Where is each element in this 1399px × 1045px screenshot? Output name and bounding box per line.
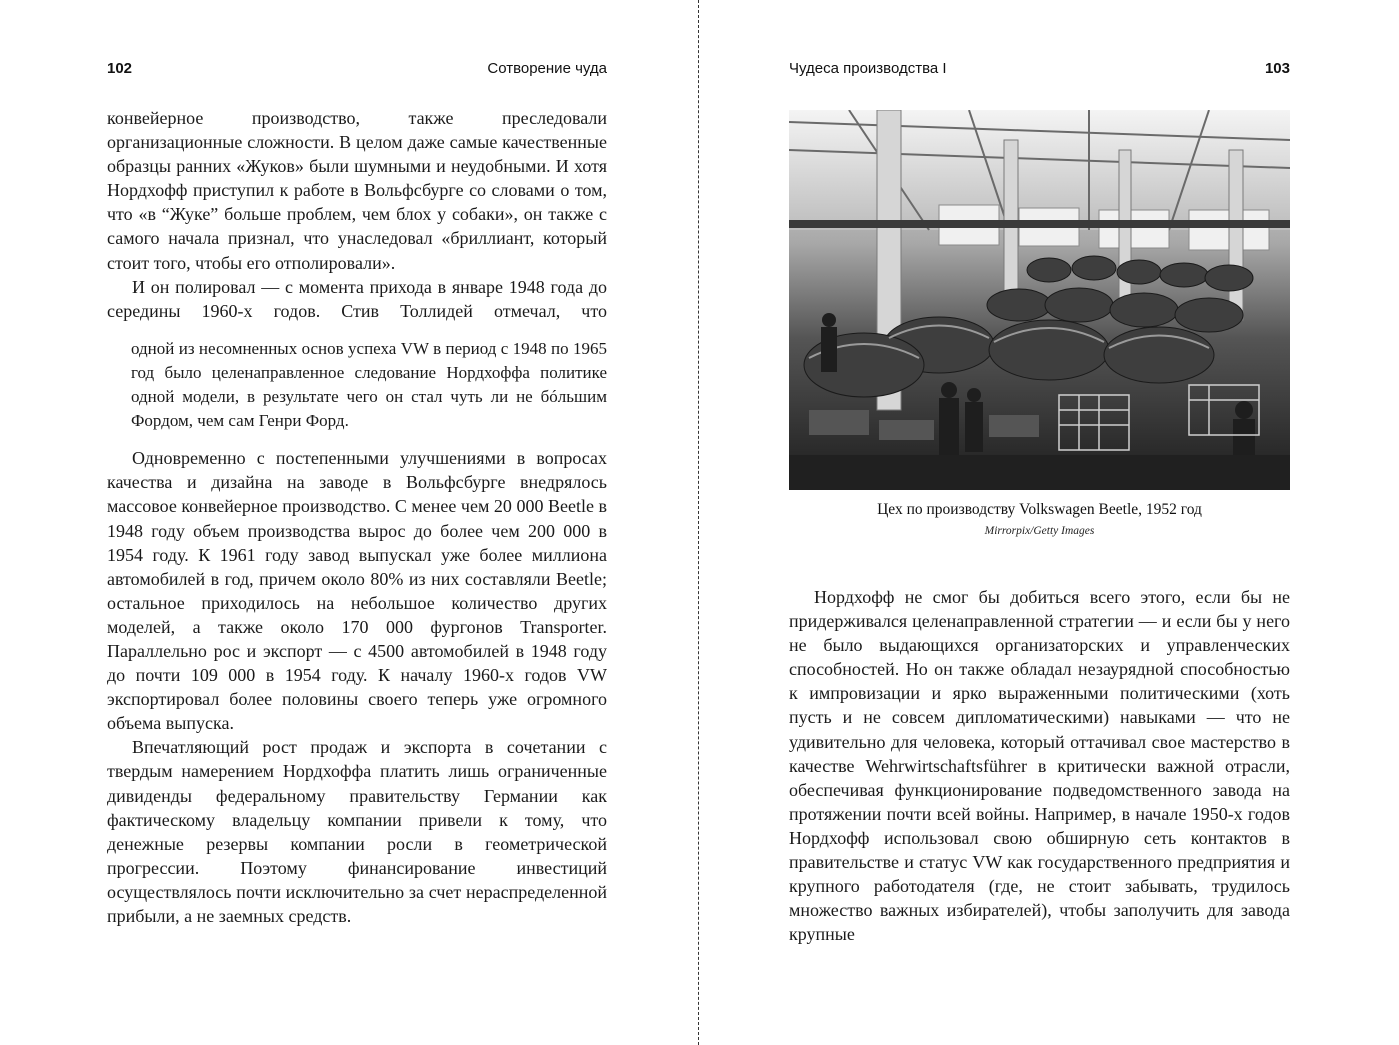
right-body-text: [789, 585, 1290, 946]
block-quote: одной из несомненных основ успеха VW в период с 1948 по 1965 год было целенаправленное следование Нордхоффа политике одной модели, в результате чего он стал чуть ли не бóльшим Фордом, чем сам Генри Форд.: [131, 338, 607, 431]
left-page: [107, 0, 607, 1045]
left-page-number: 102: [107, 60, 133, 77]
figure-credit: Mirrorpix/Getty Images: [984, 525, 1095, 537]
left-body-text: [107, 106, 607, 928]
right-running-head: [789, 60, 1290, 82]
left-running-head: [107, 60, 607, 82]
paragraph: Нордхофф не смог бы добиться всего этого, если бы не придерживался целенаправленной стратегии — и если бы у него не было выдающихся организаторских и управленческих способностей. Но он также обладал незаурядной способностью к импровизации и ярко выраженными политическими (хоть пусть и не совсем дипломатическими) навыками — что не удивительно для человека, который оттачивал свое мастерство в качестве Wehrwirtschaftsführer в критически важной отрасли, обеспечивая функционирование подведомственного завода на протяжении почти всей войны. Например, в начале 1950-х годов Нордхофф использовал свою обширную сеть контактов в правительстве и статус VW как государственного предприятия и крупного работодателя (где, не стоит забывать, трудилось множество важных избирателей), чтобы заполучить для завода крупные: [789, 587, 1290, 945]
right-page: [789, 0, 1290, 1045]
factory-photo: [789, 110, 1290, 490]
paragraph: конвейерное производство, также преследовали организационные сложности. В целом даже самые качественные образцы ранних «Жуков» были шумными и неудобными. И хотя Нордхофф приступил к работе в Вольфсбурге со словами о том, что «в “Жуке” больше проблем, чем блох у собаки», он также с самого начала признал, что унаследовал «бриллиант, который стоит того, чтобы его отполировали».: [107, 108, 607, 273]
right-running-title: Чудеса производства I: [789, 60, 947, 77]
right-page-number: 103: [1264, 60, 1290, 77]
spread-divider: [698, 0, 699, 1045]
paragraph: И он полировал — с момента прихода в январе 1948 года до середины 1960-х годов. Стив Толлидей отмечал, что: [107, 276, 607, 321]
figure-caption: Цех по производству Volkswagen Beetle, 1952 год: [877, 501, 1202, 518]
left-running-title: Сотворение чуда: [487, 60, 607, 77]
paragraph: Впечатляющий рост продаж и экспорта в сочетании с твердым намерением Нордхоффа платить лишь ограниченные дивиденды федеральному правительству Германии как фактическому владельцу компании привели к тому, что денежные резервы компании росли в геометрической прогрессии. Поэтому финансирование инвестиций осуществлялось почти исключительно за счет нераспределенной прибыли, а не заемных средств.: [107, 737, 607, 926]
paragraph: Одновременно с постепенными улучшениями в вопросах качества и дизайна на заводе в Вольфсбурге внедрялось массовое конвейерное производство. С менее чем 20 000 Beetle в 1948 году объем производства вырос до более чем 200 000 в 1954 году. К 1961 году завод выпускал уже более миллиона автомобилей в год, причем около 80% из них составляли Beetle; остальное приходилось на небольшое количество других моделей, а также около 170 000 фургонов Transporter. Параллельно рос и экспорт — с 4500 автомобилей в 1948 году до почти 109 000 в 1954 году. К началу 1960-х годов VW экспортировал более половины своего теперь уже огромного объема выпуска.: [107, 448, 607, 734]
